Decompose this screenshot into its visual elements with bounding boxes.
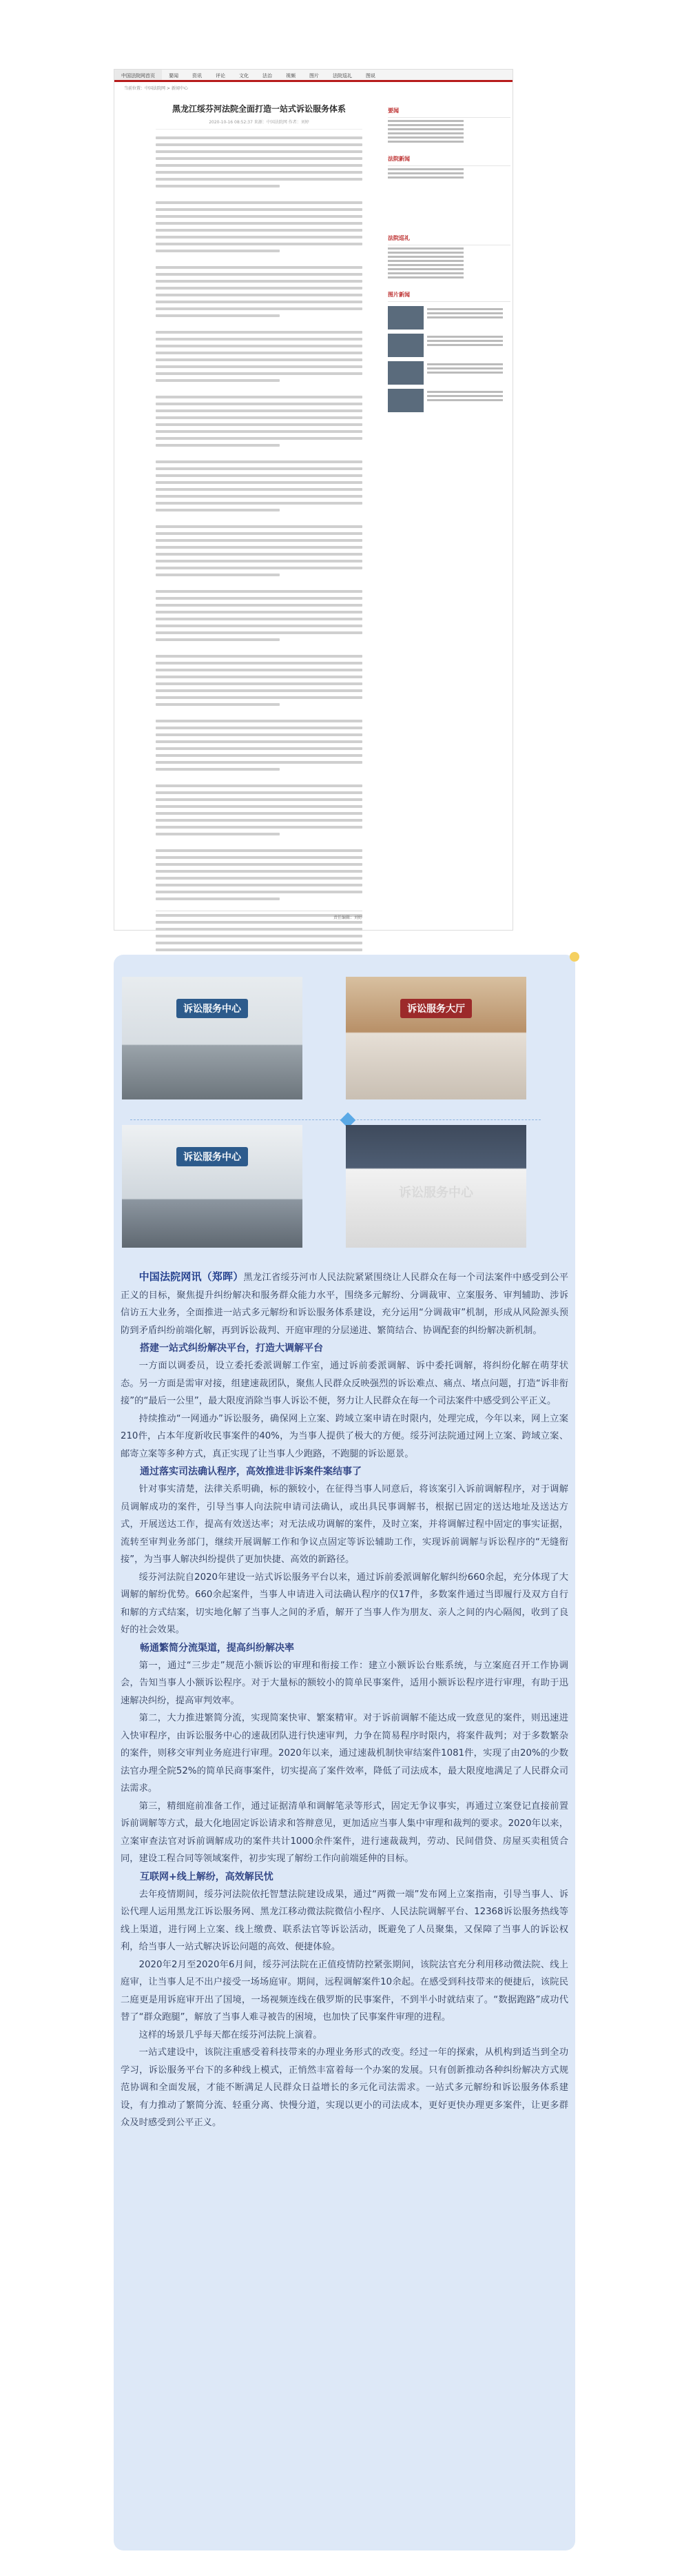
thumbnail	[388, 389, 424, 412]
sidebar-links[interactable]	[388, 168, 510, 179]
paragraph: 绥芬河法院自2020年建设一站式诉讼服务平台以来，通过诉前委派调解化解纠纷660余起，充分体现了大调解的解纷优势。660余起案件，当事人申请进入司法确认程序的仅17件，多数案件通过当即履行及双方自行和解的方式结案，切实地化解了当事人之间的矛盾，解开了当事人作为朋友、亲人之间的内心隔阂，收到了良好的社会效果。	[121, 1572, 568, 1635]
lead-source: 中国法院网讯（郑晖）	[138, 1270, 244, 1283]
paragraph: 一方面以调委员，设立委托委派调解工作室，通过诉前委派调解、诉中委托调解，将纠纷化解在萌芽状态。另一方面是需审对接，组建速裁团队，聚焦人民群众反映强烈的诉讼难点、痛点、堵点问题，打造“诉非衔接”的“最后一公里”，最大限度消除当事人诉讼不便，努力让人民群众在每一个司法案件中感受到公平正义。	[121, 1361, 568, 1406]
lead-paragraph	[121, 1268, 568, 1339]
section-heading: 搭建一站式纠纷解决平台，打造大调解平台	[140, 1343, 323, 1354]
nav-item[interactable]: 法治	[262, 73, 272, 79]
photo-service-hall	[346, 977, 526, 1099]
sidebar-section-title: 法院巡礼	[388, 232, 510, 245]
sidebar-pic-item[interactable]	[388, 361, 510, 385]
photo-grid	[122, 977, 549, 1252]
nav-item[interactable]: 图片	[309, 73, 319, 79]
article-footer: 责任编辑：刘婷	[156, 911, 362, 920]
lead-text: 黑龙江省绥芬河市人民法院紧紧围绕让人民群众在每一个司法案件中感受到公平正义的目标，聚焦提升纠纷解决和服务群众能力水平，围绕多元解纷、分调裁审、立案服务、审判辅助、涉诉信访五大业务，全面推进一站式多元解纷和诉讼服务体系建设，充分运用“分调裁审”机制，形成从风险源头预防到矛盾纠纷前端化解，再到诉讼裁判、开庭审理的分层递进、繁简结合、协调配套的纠纷解决新机制。	[121, 1272, 568, 1336]
paragraph: 这样的场景几乎每天都在绥芬河法院上演着。	[138, 2029, 322, 2040]
section-heading: 互联网+线上解纷，高效解民忧	[140, 1871, 273, 1883]
sidebar-section-title: 要闻	[388, 104, 510, 118]
thumbnail	[388, 334, 424, 357]
divider	[130, 1119, 541, 1120]
photo-service-wall	[346, 1125, 526, 1248]
sidebar-pic-item[interactable]	[388, 389, 510, 412]
paragraph: 2020年2月至2020年6月间，绥芬河法院在正值疫情防控紧张期间，该院法官充分利用移动微法院、线上庭审，让当事人足不出户接受一场场庭审。期间，远程调解案件10余起。在感受到科技带来的便捷后，该院民二庭更是用诉庭审开出了国境，一场视频连线在俄罗斯的民事案件，不到半小时就结束了。“数据跑路”成功代替了“群众跑腿”，解放了当事人难寻被告的困境，也加快了民事案件审理的进程。	[121, 1959, 568, 2022]
photo-sign: 诉讼服务中心	[176, 1147, 248, 1166]
sidebar-pic-item[interactable]	[388, 334, 510, 357]
nav-item[interactable]: 视频	[286, 73, 296, 79]
article-meta: 2020-10-16 08:52:37 来源：中国法院网 作者：刘婷	[156, 119, 362, 130]
photo-service-desk	[122, 977, 302, 1099]
sidebar-links[interactable]	[388, 247, 510, 278]
photo-service-counters	[122, 1125, 302, 1248]
sidebar	[388, 94, 510, 416]
paragraph: 第二，大力推进繁简分流，实现简案快审、繁案精审。对于诉前调解不能达成一致意见的案件，则迅速进入快审程序，由诉讼服务中心的速裁团队进行快速审判，力争在简易程序时限内，将案件裁判；对于多数繁杂的案件，则移交审判业务庭进行审理。2020年以来，通过速裁机制快审结案件1081件，实现了由20%的少数法官办理全院52%的简单民商事案件，切实提高了案件效率，降低了司法成本，最大限度地满足了人民群众司法需求。	[121, 1713, 568, 1794]
paragraph: 持续推动“一网通办”诉讼服务，确保网上立案、跨域立案申请在时限内，处理完成，今年以来，网上立案210件，占本年度新收民事案件的40%，为当事人提供了极大的方便。绥芬河法院通过网上立案、跨域立案、邮寄立案等多种方式，真正实现了让当事人少跑路，不跑腿的诉讼愿景。	[121, 1413, 568, 1459]
sidebar-section-title: 法院新闻	[388, 152, 510, 166]
decor-dot	[570, 952, 579, 962]
nav-item[interactable]: 文化	[239, 73, 249, 79]
paragraph: 去年疫情期间，绥芬河法院依托智慧法院建设成果，通过“两微一端”发布网上立案指南，引导当事人、诉讼代理人运用黑龙江诉讼服务网、黑龙江移动微法院微信小程序、人民法院调解平台、12368诉讼服务热线等线上渠道，进行网上立案、线上缴费、联系法官等诉讼活动，既避免了人员聚集，又保障了当事人的诉讼权利，给当事人一站式解决诉讼问题的高效、便捷体验。	[121, 1889, 568, 1952]
paragraph: 一站式建设中，该院注重感受着科技带来的办理业务形式的改变。经过一年的探索，从机构到适当到全功学习，诉讼服务平台下的多种线上模式，正悄然丰富着每一个办案的发展。只有创新推动各种纠纷解决方式规范协调和全面发展，才能不断满足人民群众日益增长的多元化司法需求。一站式多元解纷和诉讼服务体系建设，有力推动了繁简分流、轻重分离、快慢分道，实现以更小的司法成本，更好更快办理更多案件，让更多群众及时感受到公平正义。	[121, 2047, 568, 2128]
photo-sign: 诉讼服务中心	[399, 1186, 473, 1201]
nav-item[interactable]: 法院巡礼	[333, 73, 352, 79]
nav-item[interactable]: 图说	[366, 73, 375, 79]
article-title: 黑龙江绥芬河法院全面打造一站式诉讼服务体系	[172, 104, 346, 114]
paragraph: 针对事实清楚，法律关系明确，标的额较小，在征得当事人同意后，将该案引入诉前调解程序，对于调解员调解成功的案件，引导当事人向法院申请司法确认，或出具民事调解书，根据已固定的送达地址及送达方式，开展送达工作，提高有效送达率；对无法成功调解的案件，及时立案，并将调解过程中固定的事实证据，流转至审判业务部门，继续开展调解工作和争议点固定等诉讼辅助工作，实现诉前调解与诉讼程序的“无缝衔接”，为当事人解决纠纷提供了更加快捷、高效的新路径。	[121, 1484, 568, 1565]
sidebar-pic-item[interactable]	[388, 306, 510, 329]
article-content	[121, 1268, 568, 2132]
paragraph: 第三，精细庭前准备工作，通过证据清单和调解笔录等形式，固定无争议事实，再通过立案登记直接前置诉前调解等方式，最大化地固定诉讼请求和答辩意见，更加适应当事人集中审理和裁判的要求。2020年以来，立案审查法官对诉前调解成功的案件共计1000余件案件，进行速裁裁判，劳动、民间借贷、房屋买卖租赁合同，建设工程合同等领域案件，初步实现了解纷工作向前端延伸的目标。	[121, 1801, 568, 1864]
sidebar-links[interactable]	[388, 120, 510, 143]
news-page-screenshot	[114, 69, 513, 931]
top-nav	[114, 70, 513, 82]
nav-item[interactable]: 要闻	[169, 73, 178, 79]
photo-sign: 诉讼服务大厅	[400, 999, 472, 1018]
nav-item[interactable]: 评论	[216, 73, 225, 79]
breadcrumb: 当前位置：中国法院网 > 新闻中心	[124, 86, 188, 91]
nav-item[interactable]: 资讯	[192, 73, 202, 79]
section-heading: 畅通繁简分流渠道，提高纠纷解决率	[140, 1642, 294, 1654]
photo-sign: 诉讼服务中心	[176, 999, 248, 1018]
thumbnail	[388, 361, 424, 385]
thumbnail	[388, 306, 424, 329]
section-heading: 通过落实司法确认程序，高效推进非诉案件案结事了	[140, 1466, 362, 1477]
nav-item[interactable]: 中国法院网首页	[114, 70, 162, 80]
article-card	[114, 955, 575, 2550]
paragraph: 第一，通过“三步走”规范小额诉讼的审理和衔接工作：建立小额诉讼台账系统，与立案庭召开工作协调会，告知当事人小额诉讼程序。对于大量标的额较小的简单民事案件，适用小额诉讼程序进行审理，有助于迅速解决纠纷，提高审判效率。	[121, 1660, 568, 1706]
sidebar-section-title: 图片新闻	[388, 288, 510, 302]
